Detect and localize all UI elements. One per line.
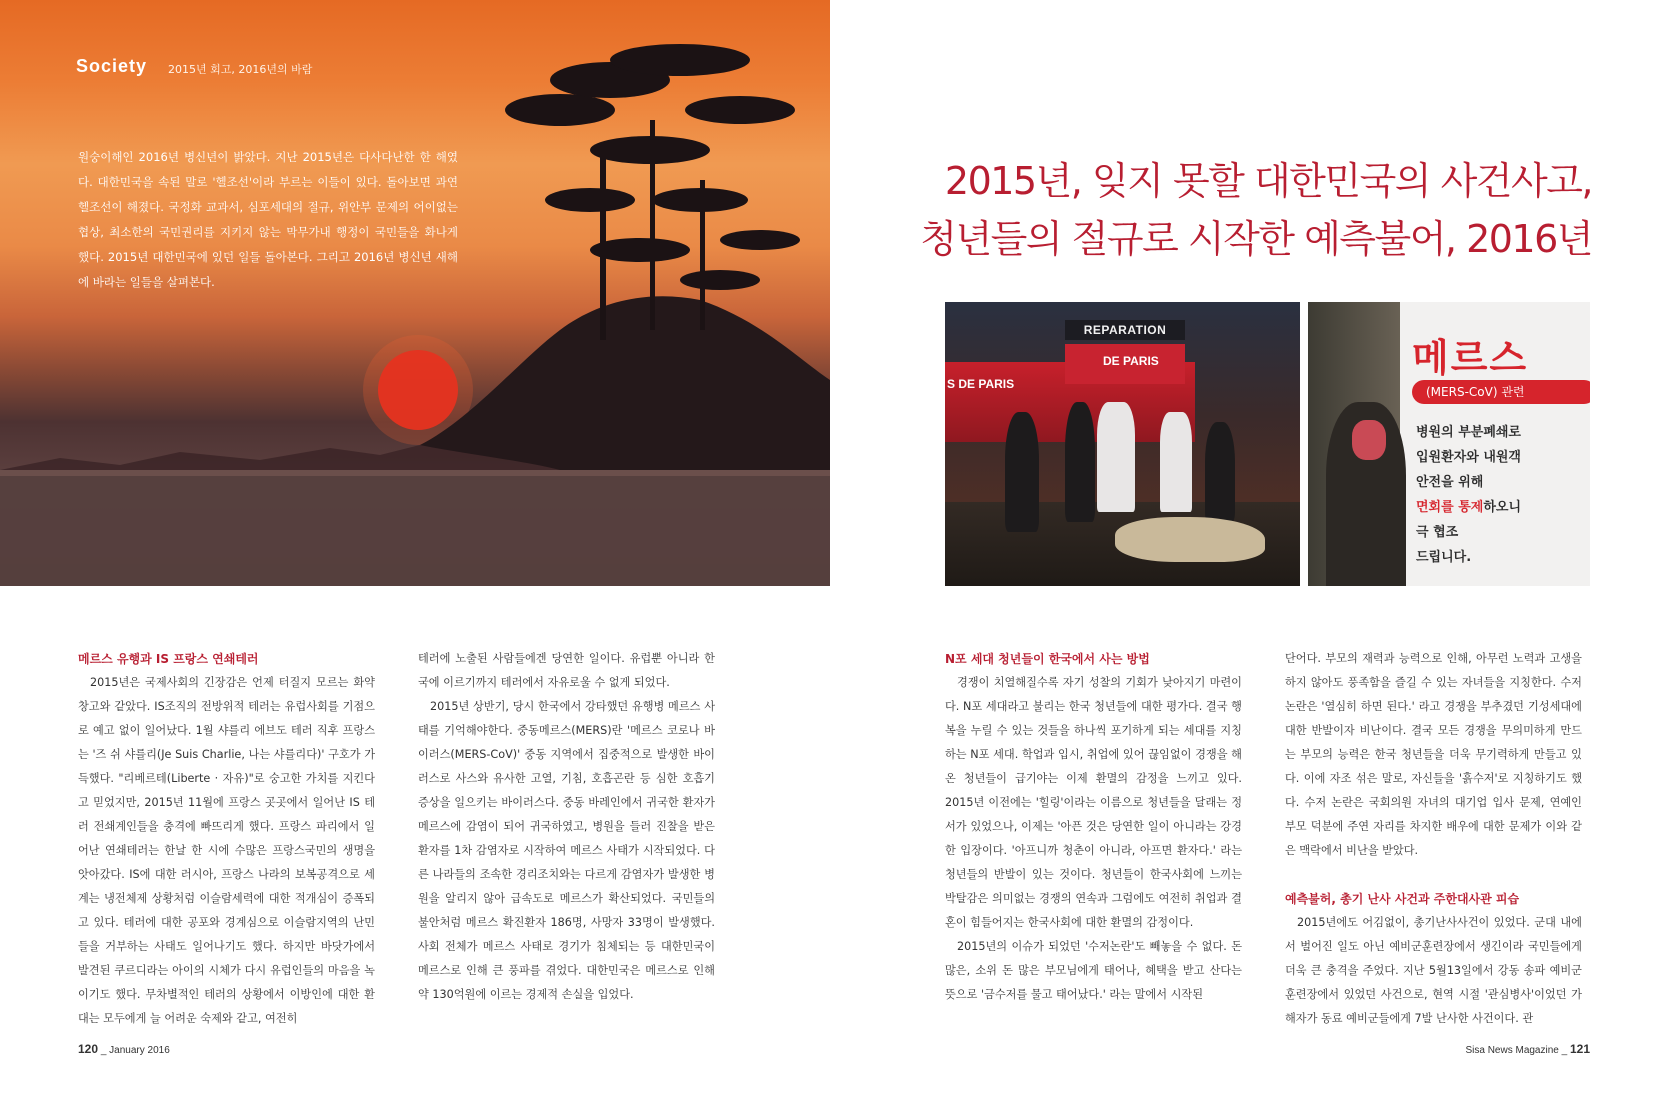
article-column-3 [945, 647, 1242, 1007]
headline-line-2: 청년들의 절규로 시작한 예측불어, 2016년 [920, 217, 1592, 261]
article-column-4 [1285, 647, 1582, 1031]
magazine-name: Sisa News Magazine _ [1465, 1045, 1568, 1056]
headline-line-1: 2015년, 잊지 못할 대한민국의 사건사고, [944, 159, 1592, 203]
page-number: 121 [1569, 1042, 1590, 1056]
left-page [0, 0, 830, 1096]
notice-line: 입원환자와 내원객 [1416, 450, 1521, 465]
paragraph: 2015년은 국제사회의 긴장감은 언제 터질지 모르는 화약창고와 같았다. IS조직의 전방위적 테러는 유럽사회를 기점으로 예고 없이 일어났다. 1월 샤를리 에브도 테러 직후 프랑스는 '즈 쉬 샤를리(Je Suis Charlie, 나는 샤를리다)' 구호가 가득했다. "리베르테(Liberte · 자유)"로 숭고한 가치를 지킨다고 믿었지만, 2015년 11월에 프랑스 곳곳에서 일어난 IS 테러 전쇄계인들을 충격에 빠뜨리게 했다. 프랑스 파리에서 일어난 연쇄테러는 한날 한 시에 수많은 프랑스국민의 생명을 앗아갔다. IS에 대한 러시아, 프랑스 나라의 보복공격으로 세계는 냉전체제 상황처럼 이슬람세력에 대한 적개심이 증폭되고 있다. 테러에 대한 공포와 경계심으로 이슬람지역의 난민들을 거부하는 사태도 일어나기도 했다. 하지만 바닷가에서 발견된 쿠르디라는 아이의 시체가 다시 유럽인들의 마음을 녹이기도 했다. 무차별적인 테러의 상황에서 이방인에 대한 환대는 모두에게 늘 어려운 숙제와 같고, 여전히 [78, 676, 375, 1025]
notice-line: 병원의 부분폐쇄로 [1416, 425, 1521, 440]
covered-body [1115, 517, 1265, 562]
notice-line: 극 협조 [1416, 525, 1459, 540]
truck-lettering-side: S DE PARIS [947, 377, 1015, 391]
section-tag: Society [76, 56, 148, 76]
mers-notice-photo [1308, 302, 1590, 586]
page-number: 120 [78, 1042, 99, 1056]
article-column-1 [78, 647, 375, 1031]
paris-attack-photo [945, 302, 1300, 586]
section-heading: 예측불허, 총기 난사 사건과 주한대사관 피습 [1285, 892, 1520, 906]
notice-line: 안전을 위해 [1416, 475, 1484, 490]
article-headline [880, 152, 1592, 268]
mers-sign-label: (MERS-CoV) 관련 [1412, 380, 1590, 404]
section-heading: 메르스 유행과 IS 프랑스 연쇄테러 [78, 652, 259, 666]
person-silhouette [1205, 422, 1235, 522]
mers-sign-notice [1416, 420, 1521, 570]
person-silhouette [1065, 402, 1095, 522]
section-heading: N포 세대 청년들이 한국에서 사는 방법 [945, 652, 1150, 666]
paragraph: 테러에 노출된 사람들에겐 당연한 일이다. 유럽뿐 아니라 한국에 이르기까지 테러에서 자유로울 수 없게 되었다. [418, 652, 715, 689]
notice-line: 면회를 통제하오니 [1416, 500, 1522, 515]
paragraph: 2015년에도 어김없이, 총기난사사건이 있었다. 군대 내에서 벌어진 일도 아닌 예비군훈련장에서 생긴이라 국민들에게 더욱 큰 충격을 주었다. 지난 5월13일에서 강동 송파 예비군 훈련장에서 있었던 사건으로, 현역 시절 '관심병사'이었던 가해자가 동료 예비군들에게 7발 난사한 사건이다. 관 [1285, 916, 1582, 1025]
notice-line: 드립니다. [1416, 550, 1472, 565]
storefront-sign: REPARATION [1065, 320, 1185, 340]
rescuer-silhouette [1097, 402, 1135, 512]
section-subtitle: 2015년 회고, 2016년의 바람 [168, 63, 313, 76]
truck-lettering: DE PARIS [1103, 354, 1159, 368]
paragraph: 단어다. 부모의 재력과 능력으로 인해, 아무런 노력과 고생을 하지 않아도 풍족함을 즐길 수 있는 자녀들을 지칭한다. 수저논란은 '열심히 하면 된다.' 라고 경쟁을 부추겼던 기성세대에 대한 반발이자 비난이다. 결국 모든 경쟁을 무의미하게 만드는 부모의 능력은 한국 청년들을 더욱 무기력하게 만들고 있다. 이에 자조 섞은 말로, 자신들을 '흙수저'로 지칭하기도 했다. 수저 논란은 국회의원 자녀의 대기업 입사 문제, 연예인 부모 덕분에 주연 자리를 차지한 배우에 대한 문제가 이와 같은 맥락에서 비난을 받았다. [1285, 652, 1582, 857]
pine-tree-silhouettes [505, 44, 800, 340]
page-folio-right [1465, 1042, 1590, 1056]
mers-sign-title: 메르스 [1412, 336, 1529, 380]
page-folio-left [78, 1042, 170, 1056]
person-silhouette [1005, 412, 1039, 532]
article-column-2 [418, 647, 715, 1007]
intro-paragraph: 원숭이해인 2016년 병신년이 밝았다. 지난 2015년은 다사다난한 한 해였다. 대한민국을 속된 말로 '헬조선'이라 부르는 이들이 있다. 돌아보면 과연 헬조선이 해졌다. 국정화 교과서, 심포세대의 절규, 위안부 문제의 어이없는 협상, 최소한의 국민권리를 지키지 않는 막무가내 행정이 국민들을 화나게 했다. 2015년 대한민국에 있던 일들 돌아본다. 그리고 2016년 병신년 새해에 바라는 일들을 살펴본다. [78, 150, 458, 289]
issue-date: _ January 2016 [100, 1045, 170, 1056]
rescuer-silhouette [1160, 412, 1192, 512]
paragraph: 경쟁이 치열해질수록 자기 성찰의 기회가 낮아지기 마련이다. N포 세대라고 불리는 한국 청년들에 대한 평가다. 결국 행복을 누릴 수 있는 것들을 하나씩 포기하게 되는 세대를 지칭하는 N포 세대. 학업과 입시, 취업에 있어 끊임없이 경쟁을 해온 청년들이 급기야는 이제 환멸의 감정을 느끼고 있다. 2015년 이전에는 '힐링'이라는 이름으로 청년들을 달래는 정서가 있었으나, 이제는 '아픈 것은 당연한 일이 아니라는 강경한 입장이다. '아프니까 청춘이 아니라, 아프면 환자다.' 라는 청년들의 반발이 있는 것이다. 청년들이 한국사회에 느끼는 박탈감은 의미없는 경쟁의 연속과 그럼에도 여전히 취업과 결혼이 힘들어지는 한국사회에 대한 환멸의 감정이다. [945, 676, 1242, 929]
paragraph: 2015년 상반기, 당시 한국에서 강타했던 유행병 메르스 사태를 기억해야한다. 중동메르스(MERS)란 '메르스 코로나 바이러스(MERS-CoV)' 중동 지역에서 집중적으로 발생한 바이러스로 사스와 유사한 고열, 기침, 호흡곤란 등 심한 호흡기 증상을 일으키는 바이러스다. 중동 바레인에서 귀국한 환자가 메르스에 감염이 되어 귀국하였고, 병원을 들러 진찰을 받은 환자를 1차 감염자로 시작하여 메르스 사태가 시작되었다. 다른 나라들의 조속한 경리조치와는 다르게 감염자가 발생한 병원을 알리지 않아 급속도로 메르스가 확산되었다. 국민들의 불안처럼 메르스 확진환자 186명, 사망자 33명이 발생했다. 사회 전체가 메르스 사태로 경기가 침체되는 등 대한민국이 메르스로 인해 큰 풍파를 겪었다. 대한민국은 메르스로 인해 약 130억원에 이르는 경제적 손실을 입었다. [418, 700, 715, 1001]
sunset-photo [0, 0, 830, 586]
paragraph: 2015년의 이슈가 되었던 '수저논란'도 빼놓을 수 없다. 돈 많은, 소위 돈 많은 부모님에게 태어나, 혜택을 받고 산다는 뜻으로 '금수저를 물고 태어났다.' 라는 말에서 시작된 [945, 940, 1242, 1001]
headland-silhouette [420, 296, 830, 470]
